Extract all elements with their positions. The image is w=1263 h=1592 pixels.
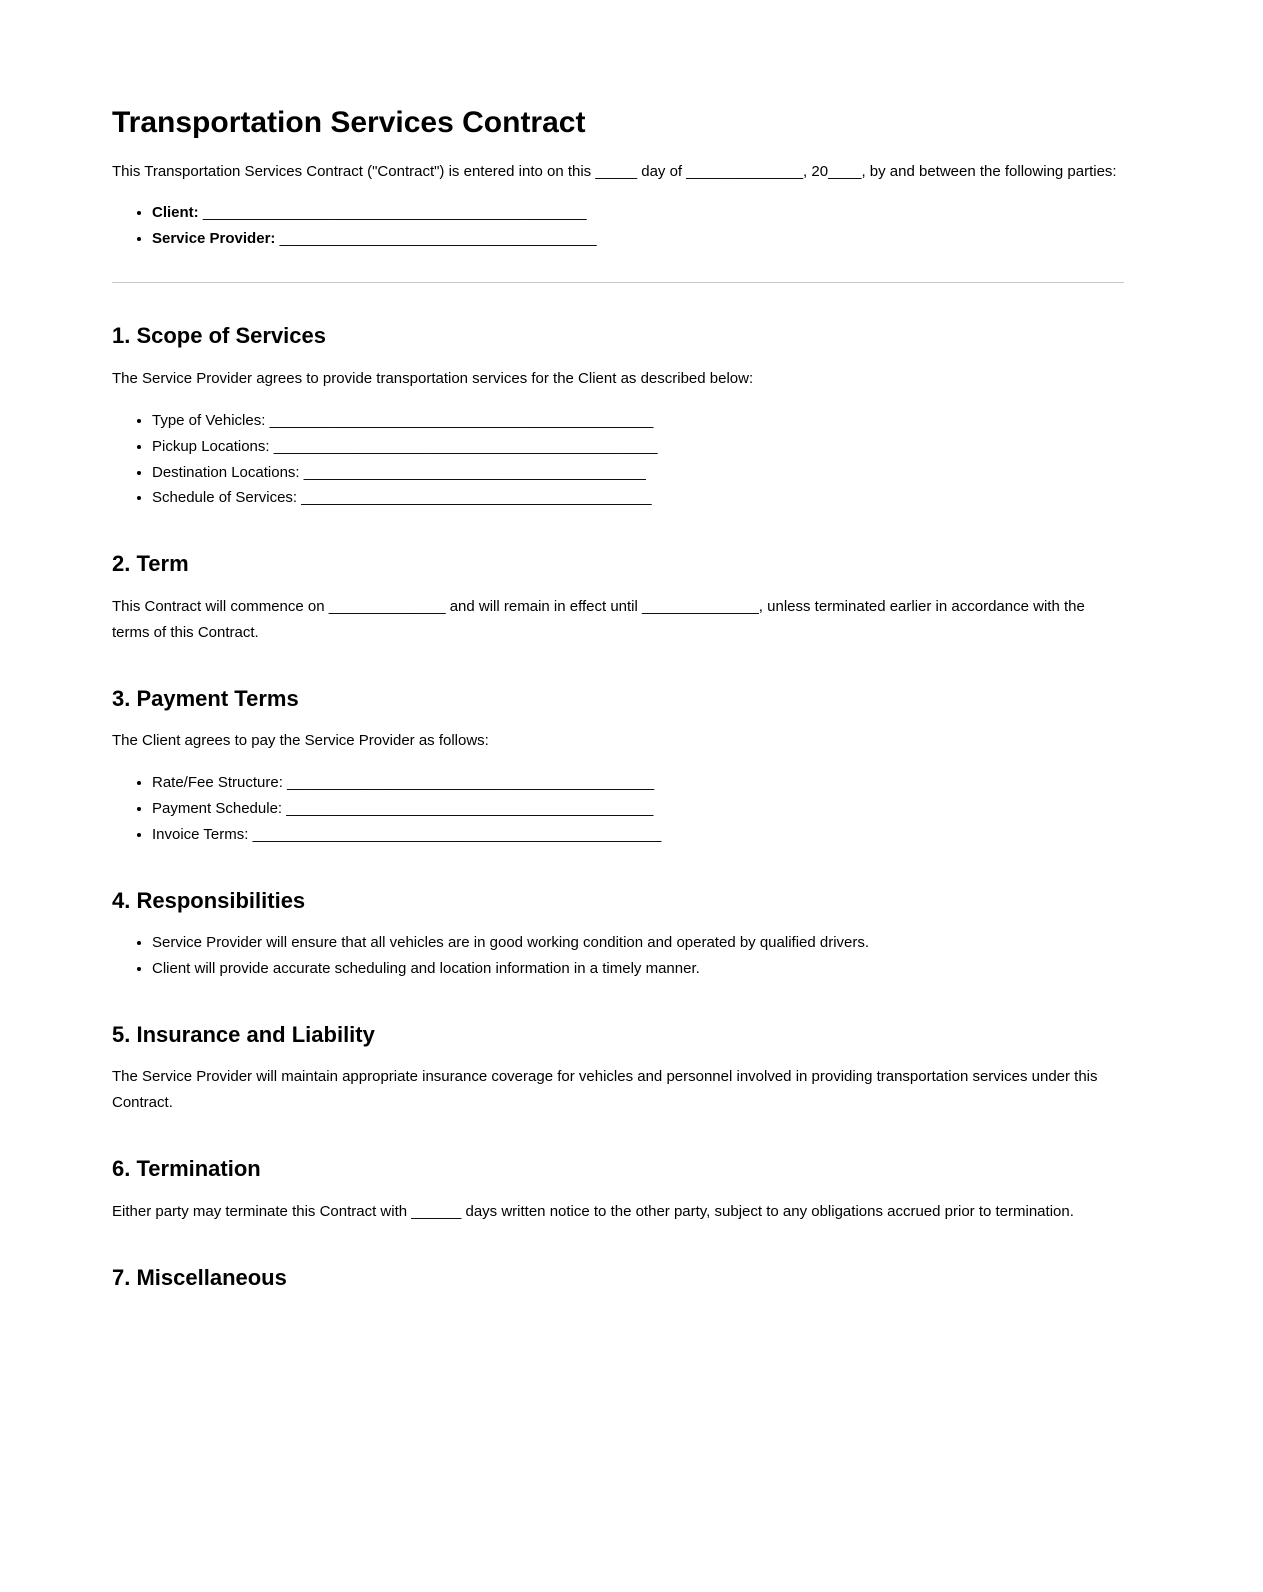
list-item-client bbox=[152, 200, 1124, 226]
payment-items-list bbox=[112, 770, 1124, 848]
party-label-service-provider: Service Provider: bbox=[152, 230, 276, 248]
item-label: Payment Schedule: bbox=[152, 799, 283, 817]
list-item-payment-schedule bbox=[152, 796, 1124, 822]
fill-in-blank: ____________________________________________ bbox=[287, 773, 655, 791]
parties-list bbox=[112, 200, 1124, 252]
section-heading-scope-of-services: 1. Scope of Services bbox=[112, 323, 326, 349]
section-paragraph: The Service Provider agrees to provide transportation services for the Client as described below: bbox=[112, 369, 754, 387]
list-item-destination-locations bbox=[152, 460, 1124, 486]
list-item-invoice-terms bbox=[152, 822, 1124, 848]
item-label: Destination Locations: bbox=[152, 463, 300, 481]
fill-in-blank: ______________________________________________ bbox=[273, 437, 658, 455]
list-item-schedule-of-services bbox=[152, 485, 1124, 511]
section-heading-miscellaneous: 7. Miscellaneous bbox=[112, 1264, 287, 1290]
section-miscellaneous bbox=[112, 1265, 1124, 1291]
section-insurance-and-liability bbox=[112, 1022, 1124, 1116]
section-paragraph: The Client agrees to pay the Service Provider as follows: bbox=[112, 732, 489, 750]
divider bbox=[112, 282, 1124, 283]
section-scope-of-services bbox=[112, 323, 1124, 511]
section-heading-term: 2. Term bbox=[112, 551, 189, 577]
section-heading-responsibilities: 4. Responsibilities bbox=[112, 887, 306, 913]
list-item-client-responsibility: • Client will provide accurate scheduling and location information in a timely manner. bbox=[152, 956, 1124, 982]
list-item-rate-fee-structure bbox=[152, 770, 1124, 796]
list-item-type-of-vehicles bbox=[152, 408, 1124, 434]
list-item-service-provider bbox=[152, 226, 1124, 252]
item-label: Type of Vehicles: bbox=[152, 411, 266, 429]
list-item-pickup-locations bbox=[152, 434, 1124, 460]
section-paragraph: This Contract will commence on ______________ and will remain in effect until ______________, unless terminated earlier in accordance with the terms of this Contract. bbox=[112, 597, 1085, 641]
scope-items-list bbox=[112, 408, 1124, 512]
section-heading-payment-terms: 3. Payment Terms bbox=[112, 685, 299, 711]
fill-in-blank: ______________________________________________ bbox=[269, 411, 654, 429]
item-label: Schedule of Services: bbox=[152, 489, 298, 507]
item-label: Invoice Terms: bbox=[152, 825, 249, 843]
party-label-client: Client: bbox=[152, 204, 199, 222]
item-label: Rate/Fee Structure: bbox=[152, 773, 283, 791]
section-termination bbox=[112, 1156, 1124, 1224]
fill-in-blank: _________________________________________ bbox=[303, 463, 646, 481]
section-paragraph: The Service Provider will maintain appropriate insurance coverage for vehicles and personnel involved in providing transportation services under this Contract. bbox=[112, 1068, 1098, 1112]
contract-intro: This Transportation Services Contract ("Contract") is entered into on this _____ day of ______________, 20____, by and between the following parties: bbox=[112, 162, 1117, 180]
fill-in-blank: ____________________________________________ bbox=[286, 799, 654, 817]
section-paragraph: Either party may terminate this Contract with ______ days written notice to the other party, subject to any obligations accrued prior to termination. bbox=[112, 1202, 1074, 1220]
list-item-provider-responsibility: • Service Provider will ensure that all vehicles are in good working condition and operated by qualified drivers. bbox=[152, 930, 1124, 956]
item-label: Pickup Locations: bbox=[152, 437, 270, 455]
section-payment-terms bbox=[112, 686, 1124, 848]
fill-in-blank: __________________________________________ bbox=[301, 489, 652, 507]
fill-in-blank: _________________________________________________ bbox=[252, 825, 662, 843]
contract-document bbox=[112, 0, 1124, 1291]
section-responsibilities bbox=[112, 888, 1124, 982]
section-heading-insurance-and-liability: 5. Insurance and Liability bbox=[112, 1022, 375, 1048]
fill-in-blank: ______________________________________________ bbox=[202, 204, 587, 222]
section-term bbox=[112, 551, 1124, 645]
section-heading-termination: 6. Termination bbox=[112, 1156, 261, 1182]
page-title: Transportation Services Contract bbox=[112, 106, 586, 139]
responsibilities-list bbox=[112, 930, 1124, 982]
fill-in-blank: ______________________________________ bbox=[279, 230, 597, 248]
